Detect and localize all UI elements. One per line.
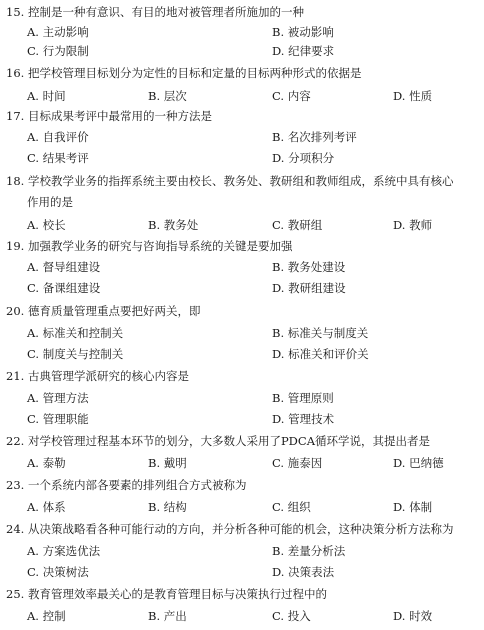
option-row	[0, 389, 484, 407]
option-a: A. 方案选优法	[27, 544, 101, 558]
option-row	[0, 607, 484, 625]
option-b: B. 教务处建设	[272, 260, 346, 274]
option-a: A. 体系	[27, 500, 66, 514]
question-stem: 15. 控制是一种有意识、有目的地对被管理者所施加的一种	[6, 5, 304, 19]
question-stem: 16. 把学校管理目标划分为定性的目标和定量的目标两种形式的依据是	[6, 66, 362, 80]
option-row	[0, 128, 484, 146]
option-row	[0, 498, 484, 516]
option-row	[0, 454, 484, 472]
option-a: A. 自我评价	[27, 130, 89, 144]
option-d: D. 教师	[393, 218, 433, 232]
option-c: C. 投入	[272, 609, 311, 623]
option-b: B. 产出	[148, 609, 187, 623]
question-stem: 20. 德育质量管理重点要把好两关，即	[6, 304, 201, 318]
option-d: D. 性质	[393, 89, 433, 103]
question-stem: 22. 对学校管理过程基本环节的划分，大多数人采用了PDCA循环学说，其提出者是	[6, 434, 431, 448]
option-b: B. 管理原则	[272, 391, 334, 405]
option-a: A. 督导组建设	[27, 260, 101, 274]
question-stem: 24. 从决策战略看各种可能行动的方向，并分析各种可能的机会，这种决策分析方法称为	[6, 522, 454, 536]
option-b: B. 层次	[148, 89, 187, 103]
option-row	[0, 258, 484, 276]
option-c: C. 组织	[272, 500, 311, 514]
question-stem: 21. 古典管理学派研究的核心内容是	[6, 369, 189, 383]
option-row	[0, 542, 484, 560]
option-a: A. 控制	[27, 609, 66, 623]
option-b: B. 教务处	[148, 218, 199, 232]
option-a: A. 时间	[27, 89, 66, 103]
option-b: B. 名次排列考评	[272, 130, 357, 144]
option-c: C. 施泰因	[272, 456, 323, 470]
option-a: A. 主动影响	[27, 25, 89, 39]
option-d: D. 管理技术	[272, 412, 335, 426]
option-c: C. 行为限制	[27, 44, 89, 58]
option-b: B. 标准关与制度关	[272, 326, 369, 340]
option-row	[0, 410, 484, 428]
question-stem: 19. 加强教学业务的研究与咨询指导系统的关键是要加强	[6, 239, 293, 253]
option-row	[0, 23, 484, 41]
option-row	[0, 87, 484, 105]
option-d: D. 巴纳德	[393, 456, 444, 470]
option-c: C. 教研组	[272, 218, 323, 232]
option-b: B. 被动影响	[272, 25, 334, 39]
option-row	[0, 216, 484, 234]
option-row	[0, 324, 484, 342]
question-stem: 18. 学校教学业务的指挥系统主要由校长、教务处、教研组和教师组成，系统中具有核心	[6, 174, 454, 188]
option-d: D. 时效	[393, 609, 433, 623]
option-row	[0, 563, 484, 581]
option-c: C. 备课组建设	[27, 281, 101, 295]
option-c: C. 制度关与控制关	[27, 347, 124, 361]
option-d: D. 体制	[393, 500, 433, 514]
option-b: B. 戴明	[148, 456, 187, 470]
option-row	[0, 345, 484, 363]
option-c: C. 管理职能	[27, 412, 89, 426]
option-b: B. 差量分析法	[272, 544, 346, 558]
option-a: A. 泰勒	[27, 456, 66, 470]
option-d: D. 标准关和评价关	[272, 347, 369, 361]
option-d: D. 教研组建设	[272, 281, 346, 295]
option-d: D. 分项积分	[272, 151, 335, 165]
option-a: A. 标准关和控制关	[27, 326, 124, 340]
option-row	[0, 279, 484, 297]
option-c: C. 结果考评	[27, 151, 89, 165]
question-stem: 25. 教育管理效率最关心的是教育管理目标与决策执行过程中的	[6, 587, 327, 601]
option-row	[0, 42, 484, 60]
question-stem: 23. 一个系统内部各要素的排列组合方式被称为	[6, 478, 247, 492]
option-b: B. 结构	[148, 500, 187, 514]
option-c: C. 决策树法	[27, 565, 89, 579]
question-stem-continued: 作用的是	[27, 195, 73, 209]
option-c: C. 内容	[272, 89, 311, 103]
option-row	[0, 149, 484, 167]
question-stem: 17. 目标成果考评中最常用的一种方法是	[6, 109, 212, 123]
option-a: A. 管理方法	[27, 391, 89, 405]
option-d: D. 纪律要求	[272, 44, 335, 58]
option-a: A. 校长	[27, 218, 66, 232]
option-d: D. 决策表法	[272, 565, 335, 579]
